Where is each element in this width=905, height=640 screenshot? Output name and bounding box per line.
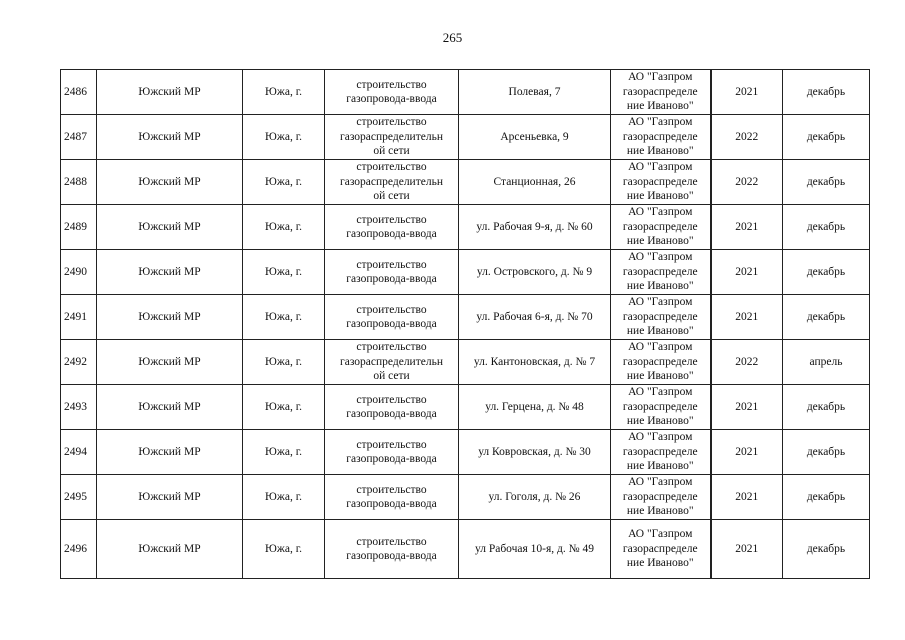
- operator-cell: АО "Газпром газораспределе ние Иваново": [611, 295, 711, 340]
- locality-cell: Южа, г.: [243, 205, 325, 250]
- locality-cell: Южа, г.: [243, 340, 325, 385]
- month-cell: апрель: [783, 340, 870, 385]
- table-row: [61, 115, 870, 160]
- work-type-cell: строительство газопровода-ввода: [325, 430, 459, 475]
- work-type-cell: строительство газопровода-ввода: [325, 385, 459, 430]
- operator-cell: АО "Газпром газораспределе ние Иваново": [611, 250, 711, 295]
- month-cell: декабрь: [783, 70, 870, 115]
- month-cell: декабрь: [783, 115, 870, 160]
- month-cell: декабрь: [783, 520, 870, 579]
- address-cell: ул. Островского, д. № 9: [459, 250, 611, 295]
- address-cell: ул. Рабочая 6-я, д. № 70: [459, 295, 611, 340]
- year-cell: 2021: [711, 520, 783, 579]
- row-number: 2487: [61, 115, 97, 160]
- year-cell: 2022: [711, 160, 783, 205]
- work-type-cell: строительство газораспределительн ой сети: [325, 160, 459, 205]
- table-row: [61, 205, 870, 250]
- page-number: 265: [442, 30, 463, 45]
- year-cell: 2021: [711, 205, 783, 250]
- row-number: 2488: [61, 160, 97, 205]
- locality-cell: Южа, г.: [243, 70, 325, 115]
- table-row: [61, 295, 870, 340]
- locality-cell: Южа, г.: [243, 160, 325, 205]
- month-cell: декабрь: [783, 430, 870, 475]
- operator-cell: АО "Газпром газораспределе ние Иваново": [611, 115, 711, 160]
- table-row: [61, 430, 870, 475]
- address-cell: ул. Гоголя, д. № 26: [459, 475, 611, 520]
- row-number: 2491: [61, 295, 97, 340]
- row-number: 2492: [61, 340, 97, 385]
- row-number: 2489: [61, 205, 97, 250]
- table-row: [61, 250, 870, 295]
- row-number: 2493: [61, 385, 97, 430]
- year-cell: 2022: [711, 340, 783, 385]
- district-cell: Южский МР: [97, 430, 243, 475]
- year-cell: 2021: [711, 250, 783, 295]
- work-type-cell: строительство газораспределительн ой сети: [325, 115, 459, 160]
- address-cell: Арсеньевка, 9: [459, 115, 611, 160]
- district-cell: Южский МР: [97, 385, 243, 430]
- table-row: [61, 475, 870, 520]
- work-type-cell: строительство газопровода-ввода: [325, 250, 459, 295]
- table-row: [61, 160, 870, 205]
- table-row: [61, 340, 870, 385]
- month-cell: декабрь: [783, 385, 870, 430]
- address-cell: Станционная, 26: [459, 160, 611, 205]
- operator-cell: АО "Газпром газораспределе ние Иваново": [611, 430, 711, 475]
- locality-cell: Южа, г.: [243, 295, 325, 340]
- row-number: 2494: [61, 430, 97, 475]
- district-cell: Южский МР: [97, 205, 243, 250]
- district-cell: Южский МР: [97, 115, 243, 160]
- address-cell: ул. Кантоновская, д. № 7: [459, 340, 611, 385]
- locality-cell: Южа, г.: [243, 520, 325, 579]
- locality-cell: Южа, г.: [243, 115, 325, 160]
- district-cell: Южский МР: [97, 160, 243, 205]
- year-cell: 2021: [711, 430, 783, 475]
- operator-cell: АО "Газпром газораспределе ние Иваново": [611, 385, 711, 430]
- row-number: 2490: [61, 250, 97, 295]
- work-type-cell: строительство газораспределительн ой сети: [325, 340, 459, 385]
- district-cell: Южский МР: [97, 520, 243, 579]
- locality-cell: Южа, г.: [243, 250, 325, 295]
- month-cell: декабрь: [783, 160, 870, 205]
- address-cell: ул Рабочая 10-я, д. № 49: [459, 520, 611, 579]
- work-type-cell: строительство газопровода-ввода: [325, 520, 459, 579]
- month-cell: декабрь: [783, 205, 870, 250]
- operator-cell: АО "Газпром газораспределе ние Иваново": [611, 205, 711, 250]
- work-type-cell: строительство газопровода-ввода: [325, 475, 459, 520]
- operator-cell: АО "Газпром газораспределе ние Иваново": [611, 475, 711, 520]
- year-cell: 2022: [711, 115, 783, 160]
- address-cell: ул. Рабочая 9-я, д. № 60: [459, 205, 611, 250]
- gasification-table: [60, 69, 870, 579]
- district-cell: Южский МР: [97, 250, 243, 295]
- month-cell: декабрь: [783, 295, 870, 340]
- work-type-cell: строительство газопровода-ввода: [325, 205, 459, 250]
- address-cell: ул Ковровская, д. № 30: [459, 430, 611, 475]
- month-cell: декабрь: [783, 475, 870, 520]
- locality-cell: Южа, г.: [243, 385, 325, 430]
- year-cell: 2021: [711, 70, 783, 115]
- address-cell: ул. Герцена, д. № 48: [459, 385, 611, 430]
- year-cell: 2021: [711, 385, 783, 430]
- operator-cell: АО "Газпром газораспределе ние Иваново": [611, 70, 711, 115]
- locality-cell: Южа, г.: [243, 475, 325, 520]
- district-cell: Южский МР: [97, 340, 243, 385]
- district-cell: Южский МР: [97, 295, 243, 340]
- year-cell: 2021: [711, 475, 783, 520]
- table-body: [61, 70, 870, 579]
- row-number: 2486: [61, 70, 97, 115]
- row-number: 2496: [61, 520, 97, 579]
- district-cell: Южский МР: [97, 70, 243, 115]
- work-type-cell: строительство газопровода-ввода: [325, 295, 459, 340]
- table-row: [61, 520, 870, 579]
- operator-cell: АО "Газпром газораспределе ние Иваново": [611, 520, 711, 579]
- locality-cell: Южа, г.: [243, 430, 325, 475]
- district-cell: Южский МР: [97, 475, 243, 520]
- table-row: [61, 385, 870, 430]
- row-number: 2495: [61, 475, 97, 520]
- operator-cell: АО "Газпром газораспределе ние Иваново": [611, 340, 711, 385]
- table-row: [61, 70, 870, 115]
- address-cell: Полевая, 7: [459, 70, 611, 115]
- year-cell: 2021: [711, 295, 783, 340]
- work-type-cell: строительство газопровода-ввода: [325, 70, 459, 115]
- operator-cell: АО "Газпром газораспределе ние Иваново": [611, 160, 711, 205]
- month-cell: декабрь: [783, 250, 870, 295]
